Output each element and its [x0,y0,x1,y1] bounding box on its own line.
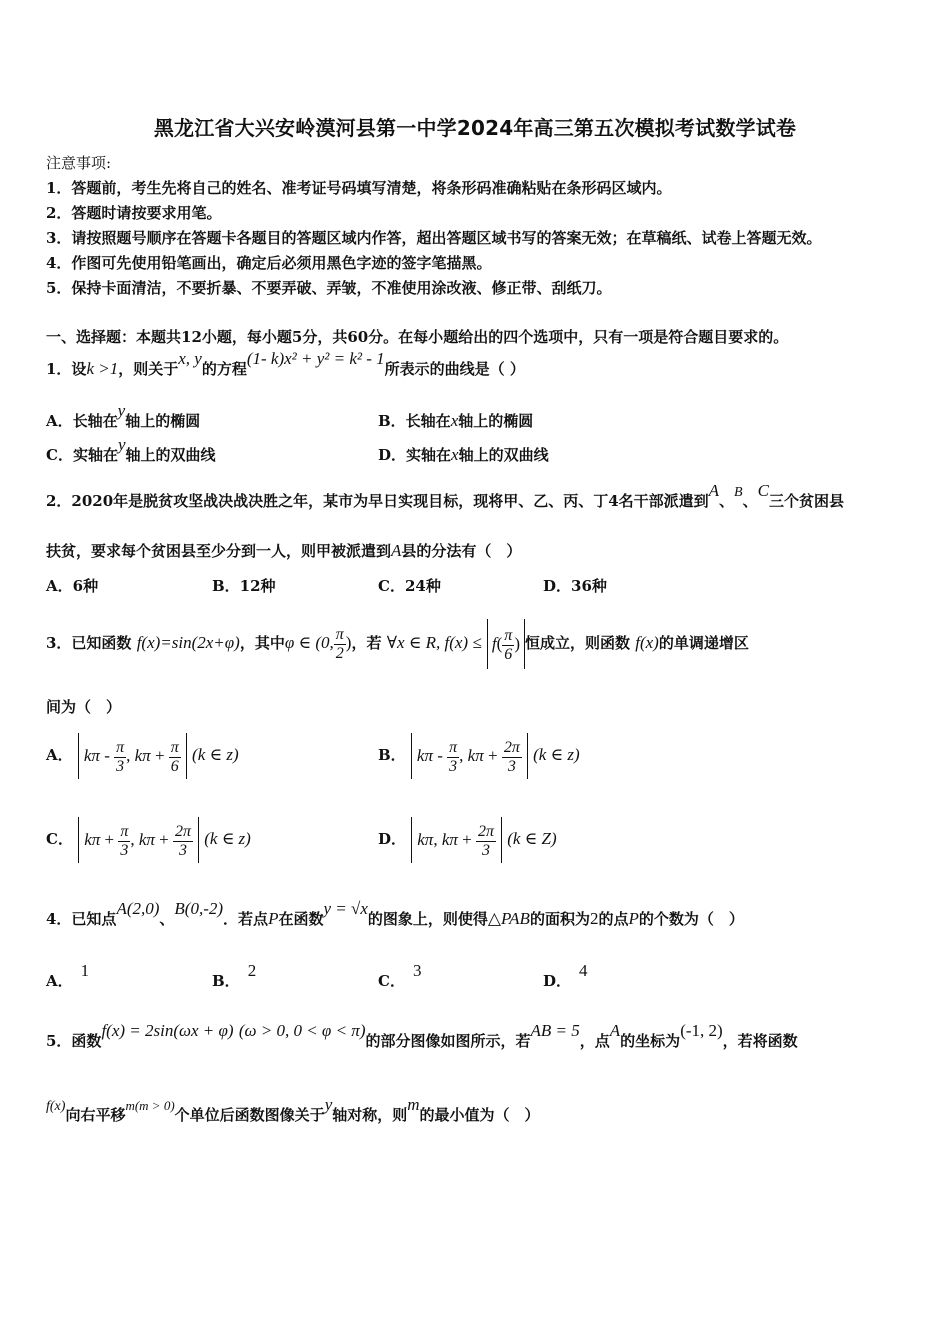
q4-point-b: B(0,-2) [174,899,224,918]
notice-item: 1．答题前，考生先将自己的姓名、准考证号码填写清楚，将条形码准确粘贴在条形码区域内。 [46,179,672,197]
q1-equation: (1- k)x² + y² = k² - 1 [246,349,385,368]
q2-option-b[interactable]: B．12种 [212,577,276,595]
q4-point-a: A(2,0) [116,899,160,918]
q1-option-c[interactable]: C．实轴在y轴上的双曲线 [46,435,216,464]
question-3: 3．已知函数 f(x)=sin(2x+φ)，其中φ ∈ (0, $\frac{\pi}{2}$ )，若 ∀x ∈ R, f(x) ≤ f( $\frac{\pi}{6}$ ) 恒成立，则函数 f(x)的单调递增区 [46,618,749,669]
q2-option-c[interactable]: C．24种 [378,577,441,595]
notice-item: 5．保持卡面清洁，不要折暴、不要弄破、弄皱，不准使用涂改液、修正带、刮纸刀。 [46,279,612,297]
question-1 [46,349,525,379]
notice-item: 2．答题时请按要求用笔。 [46,204,222,222]
q3-function: f(x)=sin(2x+φ) [136,633,240,652]
q1-text: ，则关于 [118,360,179,378]
exam-title: 黑龙江省大兴安岭漠河县第一中学2024年高三第五次模拟考试数学试卷 [153,116,797,140]
q1-math-xy: x, y [178,349,202,368]
q2-text: 2．2020年是脱贫攻坚战决战决胜之年，某市为早日实现目标，现将甲、乙、丙、丁4名干部派遣到 [46,492,709,510]
q3-option-a[interactable]: A． kπ - $\frac{\pi}{3}$ , kπ + $\frac{\pi}{6}$ (k ∈ z) [46,732,239,779]
q2-math-c: C [757,481,769,500]
notice-item: 4．作图可先使用铅笔画出，确定后必须用黑色字迹的签字笔描黑。 [46,254,492,272]
q4-option-b[interactable]: B．2 [212,961,257,990]
q2-math-b: B [734,485,743,500]
q1-text: 1．设 [46,360,87,378]
q1-math-k: k >1 [86,359,119,378]
q1-text: 所表示的曲线是（ ） [384,360,525,378]
q1-option-b[interactable]: B．长轴在x轴上的椭圆 [378,411,534,430]
q3-condition: ∀x ∈ R, f(x) ≤ [386,633,482,652]
q1-option-d[interactable]: D．实轴在x轴上的双曲线 [378,445,549,464]
q2-option-a[interactable]: A．6种 [46,577,99,595]
question-2: 2．2020年是脱贫攻坚战决战决胜之年，某市为早日实现目标，现将甲、乙、丙、丁4名干部派遣到A、B、C三个贫困县 [46,481,844,510]
q1-option-a[interactable]: A．长轴在y轴上的椭圆 [46,401,201,430]
q2-option-d[interactable]: D．36种 [543,577,607,595]
q4-function: y = √x [323,899,368,918]
q2-math-a: A [708,481,720,500]
question-5-line2: f(x)向右平移m(m > 0)个单位后函数图像关于y轴对称，则m的最小值为（ ） [46,1095,540,1124]
q4-option-d[interactable]: D．4 [543,961,588,990]
q4-option-a[interactable]: A．1 [46,961,90,990]
notice-heading: 注意事项: [46,154,112,172]
question-4: 4．已知点A(2,0)、B(0,-2)．若点P在函数y = √x的图象上，则使得△PAB的面积为2的点P的个数为（ ） [46,899,744,928]
q3-option-b[interactable]: B． kπ - $\frac{\pi}{3}$ , kπ + $\frac{2\pi}{3}$ (k ∈ z) [378,732,580,779]
q5-function: f(x) = 2sin(ωx + φ) [101,1021,234,1040]
q3-option-d[interactable]: D． kπ, kπ + $\frac{2\pi}{3}$ (k ∈ Z) [378,816,557,863]
section-heading: 一、选择题：本题共12小题，每小题5分，共60分。在每小题给出的四个选项中，只有一项是符合题目要求的。 [46,328,789,346]
question-2-line2: 扶贫，要求每个贫困县至少分到一人，则甲被派遣到A县的分法有（ ） [46,541,522,560]
question-5: 5．函数f(x) = 2sin(ωx + φ) (ω > 0, 0 < φ < π)的部分图像如图所示，若AB = 5，点A的坐标为(-1, 2)，若将函数 [46,1021,798,1050]
q3-option-c[interactable]: C． kπ + $\frac{\pi}{3}$ , kπ + $\frac{2\pi}{3}$ (k ∈ z) [46,816,251,863]
q1-text: 的方程 [201,360,247,378]
notice-item: 3．请按照题号顺序在答题卡各题目的答题区域内作答，超出答题区域书写的答案无效；在草稿纸、试卷上答题无效。 [46,229,822,247]
q4-option-c[interactable]: C．3 [378,961,422,990]
question-3-line2: 间为（ ） [46,698,122,716]
